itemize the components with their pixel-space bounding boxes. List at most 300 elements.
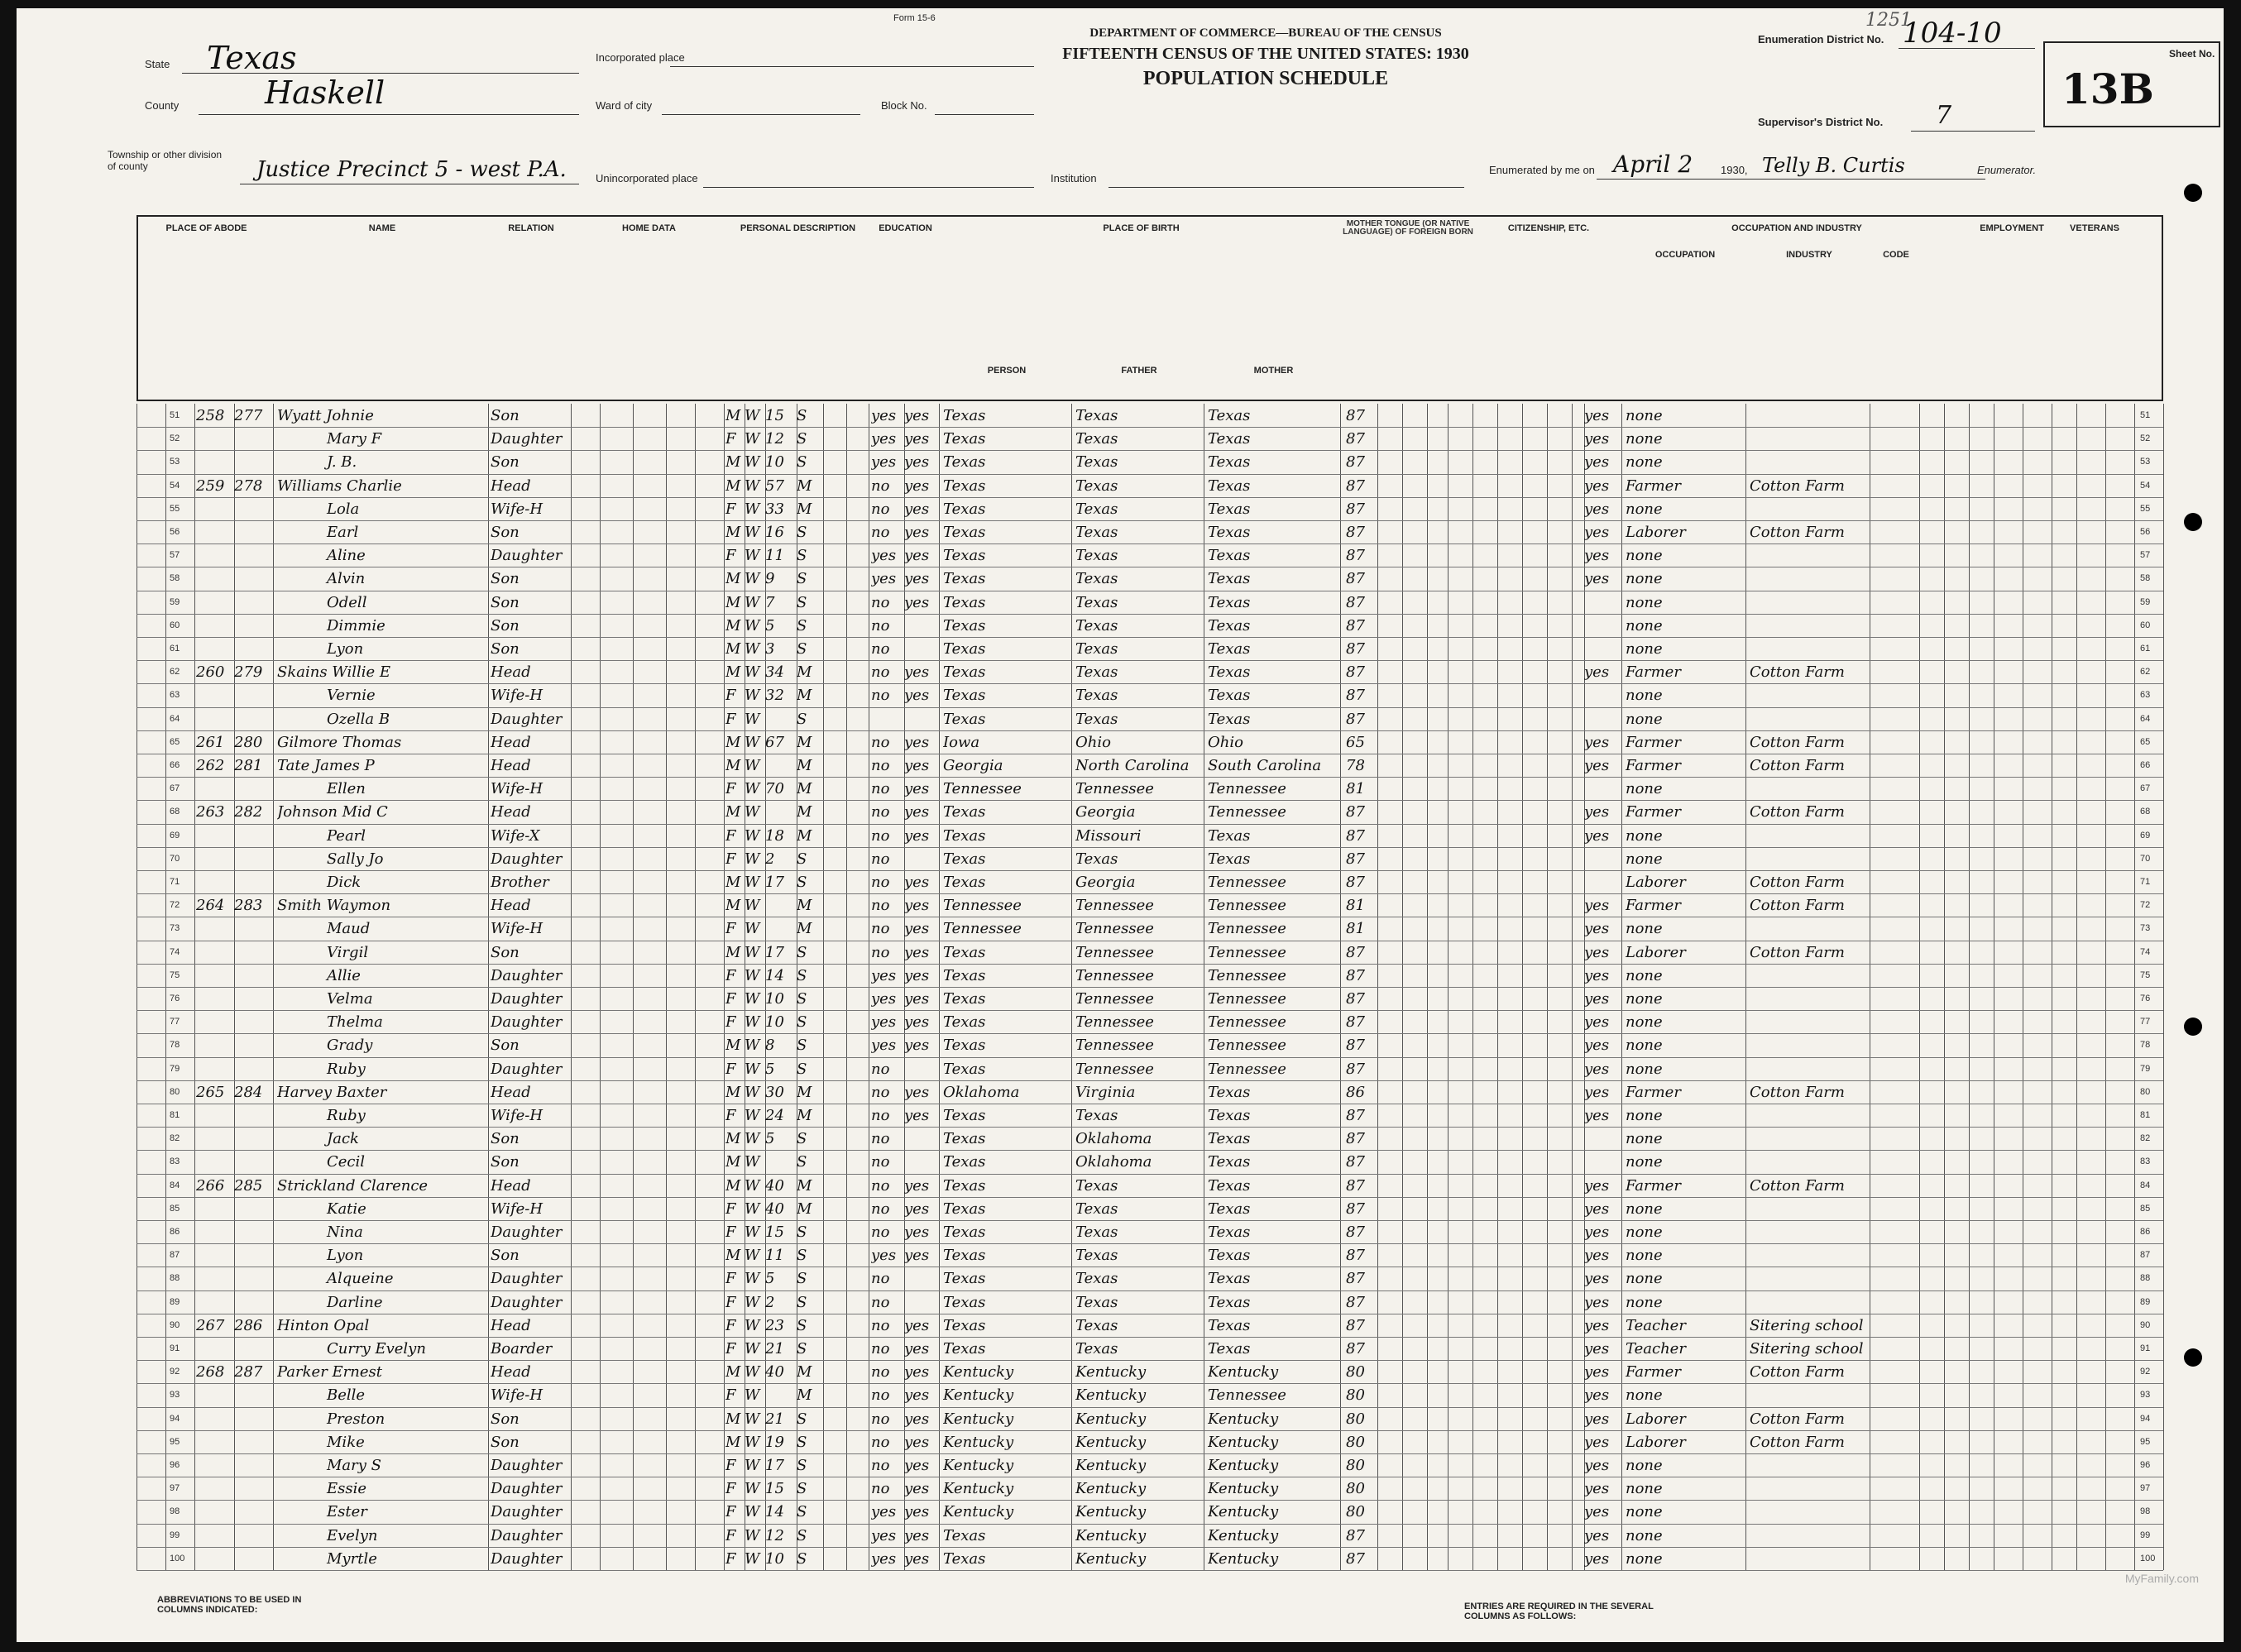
person-birthplace: Texas bbox=[943, 1340, 986, 1358]
occupation: none bbox=[1626, 966, 1663, 984]
person-birthplace: Texas bbox=[943, 1526, 986, 1544]
sex: M bbox=[725, 1153, 741, 1171]
person-birthplace: Texas bbox=[943, 1223, 986, 1241]
person-birthplace: Texas bbox=[943, 1153, 986, 1171]
school-attendance: no bbox=[871, 850, 890, 868]
school-attendance: yes bbox=[871, 453, 897, 472]
school-attendance: yes bbox=[871, 430, 897, 448]
race: W bbox=[745, 663, 760, 682]
line-number-left: 67 bbox=[170, 783, 180, 794]
race: W bbox=[745, 826, 760, 845]
family-number: 286 bbox=[234, 1316, 263, 1334]
line-number: 63 bbox=[2140, 690, 2151, 701]
sex: F bbox=[725, 1386, 736, 1405]
marital-status: S bbox=[797, 1526, 807, 1544]
school-attendance: yes bbox=[871, 1549, 897, 1568]
marital-status: M bbox=[797, 1199, 812, 1218]
father-birthplace: Texas bbox=[1075, 570, 1118, 588]
can-read-write: yes bbox=[904, 453, 930, 472]
mother-birthplace: Kentucky bbox=[1208, 1549, 1279, 1568]
birthplace-code: 87 bbox=[1346, 453, 1365, 472]
marital-status: S bbox=[797, 1410, 807, 1428]
school-attendance: no bbox=[871, 943, 890, 961]
family-number: 283 bbox=[234, 897, 263, 915]
can-read-write: yes bbox=[904, 757, 930, 774]
race: W bbox=[745, 407, 760, 424]
father-birthplace: Tennessee bbox=[1075, 966, 1154, 984]
speaks-english: yes bbox=[1584, 1316, 1610, 1334]
mother-birthplace: Texas bbox=[1208, 640, 1251, 658]
sex: F bbox=[725, 990, 736, 1008]
father-birthplace: Texas bbox=[1075, 476, 1118, 495]
relationship: Daughter bbox=[491, 1270, 563, 1288]
marital-status: S bbox=[797, 616, 807, 634]
school-attendance: no bbox=[871, 1457, 890, 1474]
occupation: none bbox=[1626, 1223, 1663, 1241]
can-read-write: yes bbox=[904, 1549, 930, 1568]
can-read-write: yes bbox=[904, 1340, 930, 1358]
speaks-english: yes bbox=[1584, 1176, 1610, 1195]
birthplace-code: 87 bbox=[1346, 524, 1365, 541]
school-attendance: yes bbox=[871, 1526, 897, 1544]
sex: F bbox=[725, 920, 736, 938]
occupation: none bbox=[1626, 1060, 1663, 1078]
race: W bbox=[745, 1037, 760, 1055]
birthplace-code: 80 bbox=[1346, 1480, 1365, 1498]
relationship: Wife-H bbox=[491, 1107, 543, 1124]
sex: M bbox=[725, 640, 741, 658]
age: 67 bbox=[765, 733, 784, 751]
age: 32 bbox=[765, 687, 784, 705]
dwelling-number: 264 bbox=[196, 897, 225, 915]
sex: F bbox=[725, 547, 736, 565]
school-attendance: no bbox=[871, 616, 890, 634]
family-number: 281 bbox=[234, 757, 263, 774]
person-birthplace: Kentucky bbox=[943, 1386, 1014, 1405]
race: W bbox=[745, 430, 760, 448]
speaks-english: yes bbox=[1584, 1363, 1610, 1381]
sex: M bbox=[725, 1247, 741, 1265]
sex: F bbox=[725, 430, 736, 448]
occupation: Teacher bbox=[1626, 1340, 1686, 1358]
line-number-left: 61 bbox=[170, 644, 180, 654]
can-read-write: yes bbox=[904, 897, 930, 915]
speaks-english: yes bbox=[1584, 803, 1610, 821]
sex: M bbox=[725, 524, 741, 541]
mother-birthplace: Texas bbox=[1208, 524, 1251, 541]
relationship: Daughter bbox=[491, 1526, 563, 1544]
line-number-left: 89 bbox=[170, 1296, 180, 1307]
person-name: J. B. bbox=[327, 453, 357, 472]
person-birthplace: Texas bbox=[943, 453, 986, 472]
person-name: Evelyn bbox=[327, 1526, 378, 1544]
person-name: Alvin bbox=[327, 570, 366, 588]
relationship: Son bbox=[491, 1247, 520, 1265]
race: W bbox=[745, 1340, 760, 1358]
mother-birthplace: Texas bbox=[1208, 1223, 1251, 1241]
mother-birthplace: Kentucky bbox=[1208, 1480, 1279, 1498]
mother-birthplace: Tennessee bbox=[1208, 874, 1286, 891]
relationship: Son bbox=[491, 1433, 520, 1451]
relationship: Daughter bbox=[491, 966, 563, 984]
race: W bbox=[745, 524, 760, 541]
marital-status: S bbox=[797, 1037, 807, 1055]
person-birthplace: Kentucky bbox=[943, 1433, 1014, 1451]
line-number-left: 59 bbox=[170, 596, 180, 607]
mother-birthplace: Texas bbox=[1208, 710, 1251, 728]
marital-status: M bbox=[797, 803, 812, 821]
father-birthplace: Texas bbox=[1075, 430, 1118, 448]
person-name: Lyon bbox=[327, 640, 364, 658]
sex: F bbox=[725, 826, 736, 845]
race: W bbox=[745, 1107, 760, 1124]
occupation: Laborer bbox=[1626, 874, 1686, 891]
father-birthplace: Tennessee bbox=[1075, 990, 1154, 1008]
age: 14 bbox=[765, 1503, 784, 1521]
school-attendance: no bbox=[871, 733, 890, 751]
can-read-write: yes bbox=[904, 1457, 930, 1474]
school-attendance: no bbox=[871, 1153, 890, 1171]
school-attendance: yes bbox=[871, 966, 897, 984]
state-underline bbox=[182, 73, 579, 74]
sex: M bbox=[725, 1130, 741, 1148]
family-number: 285 bbox=[234, 1176, 263, 1195]
group-place-of-birth: PLACE OF BIRTH bbox=[1103, 223, 1180, 233]
occupation: Farmer bbox=[1626, 476, 1681, 495]
age: 16 bbox=[765, 524, 784, 541]
father-birthplace: North Carolina bbox=[1075, 757, 1190, 774]
mother-birthplace: Texas bbox=[1208, 1107, 1251, 1124]
school-attendance: yes bbox=[871, 407, 897, 424]
mother-birthplace: Texas bbox=[1208, 1340, 1251, 1358]
family-number: 278 bbox=[234, 476, 263, 495]
sex: F bbox=[725, 1107, 736, 1124]
dwelling-number: 268 bbox=[196, 1363, 225, 1381]
mother-birthplace: Texas bbox=[1208, 500, 1251, 518]
person-name: Preston bbox=[327, 1410, 385, 1428]
mother-birthplace: Texas bbox=[1208, 1316, 1251, 1334]
dwelling-number: 260 bbox=[196, 663, 225, 682]
age: 8 bbox=[765, 1037, 775, 1055]
sex: F bbox=[725, 1199, 736, 1218]
marital-status: M bbox=[797, 1386, 812, 1405]
race: W bbox=[745, 1526, 760, 1544]
industry: Cotton Farm bbox=[1750, 757, 1845, 774]
line-number: 98 bbox=[2140, 1506, 2151, 1517]
binder-hole bbox=[2184, 513, 2202, 531]
school-attendance: no bbox=[871, 874, 890, 891]
line-number: 78 bbox=[2140, 1040, 2151, 1051]
person-name: Darline bbox=[327, 1293, 383, 1311]
age: 14 bbox=[765, 966, 784, 984]
industry: Cotton Farm bbox=[1750, 1176, 1845, 1195]
state-value: Texas bbox=[207, 40, 297, 76]
relationship: Wife-H bbox=[491, 780, 543, 798]
birthplace-code: 87 bbox=[1346, 1549, 1365, 1568]
mother-birthplace: Texas bbox=[1208, 1083, 1251, 1101]
sd-underline bbox=[1911, 131, 2035, 132]
race: W bbox=[745, 920, 760, 938]
dwelling-number: 266 bbox=[196, 1176, 225, 1195]
person-birthplace: Texas bbox=[943, 943, 986, 961]
sex: M bbox=[725, 570, 741, 588]
line-number: 82 bbox=[2140, 1133, 2151, 1144]
speaks-english: yes bbox=[1584, 1270, 1610, 1288]
sex: M bbox=[725, 1410, 741, 1428]
line-number: 72 bbox=[2140, 900, 2151, 911]
age: 10 bbox=[765, 1549, 784, 1568]
person-birthplace: Texas bbox=[943, 640, 986, 658]
birthplace-code: 87 bbox=[1346, 593, 1365, 611]
mother-birthplace: Texas bbox=[1208, 547, 1251, 565]
birthplace-code: 87 bbox=[1346, 1107, 1365, 1124]
speaks-english: yes bbox=[1584, 1199, 1610, 1218]
birthplace-code: 87 bbox=[1346, 476, 1365, 495]
person-name: Alqueine bbox=[327, 1270, 394, 1288]
person-birthplace: Texas bbox=[943, 1549, 986, 1568]
age: 30 bbox=[765, 1083, 784, 1101]
birthplace-code: 87 bbox=[1346, 547, 1365, 565]
subhead-father: FATHER bbox=[1121, 366, 1157, 376]
sex: M bbox=[725, 803, 741, 821]
father-birthplace: Ohio bbox=[1075, 733, 1111, 751]
school-attendance: yes bbox=[871, 547, 897, 565]
person-birthplace: Texas bbox=[943, 1130, 986, 1148]
occupation: none bbox=[1626, 687, 1663, 705]
marital-status: S bbox=[797, 524, 807, 541]
speaks-english: yes bbox=[1584, 897, 1610, 915]
birthplace-code: 78 bbox=[1346, 757, 1365, 774]
can-read-write: yes bbox=[904, 1176, 930, 1195]
occupation: none bbox=[1626, 826, 1663, 845]
occupation: none bbox=[1626, 920, 1663, 938]
occupation: none bbox=[1626, 710, 1663, 728]
race: W bbox=[745, 1247, 760, 1265]
occupation: Laborer bbox=[1626, 1433, 1686, 1451]
state-label: State bbox=[145, 58, 170, 70]
person-birthplace: Texas bbox=[943, 430, 986, 448]
line-number: 94 bbox=[2140, 1413, 2151, 1424]
marital-status: M bbox=[797, 476, 812, 495]
person-birthplace: Texas bbox=[943, 593, 986, 611]
school-attendance: no bbox=[871, 1083, 890, 1101]
line-number-left: 76 bbox=[170, 994, 180, 1003]
race: W bbox=[745, 1363, 760, 1381]
relationship: Son bbox=[491, 593, 520, 611]
column-rule bbox=[2163, 404, 2164, 1570]
line-number-left: 66 bbox=[170, 760, 180, 770]
industry: Cotton Farm bbox=[1750, 476, 1845, 495]
sex: M bbox=[725, 757, 741, 774]
can-read-write: yes bbox=[904, 1386, 930, 1405]
line-number: 56 bbox=[2140, 527, 2151, 537]
can-read-write: yes bbox=[904, 826, 930, 845]
group-employment: EMPLOYMENT bbox=[1980, 223, 2044, 233]
age: 11 bbox=[765, 547, 784, 565]
can-read-write: yes bbox=[904, 1480, 930, 1498]
person-name: Hinton Opal bbox=[277, 1316, 370, 1334]
birthplace-code: 87 bbox=[1346, 640, 1365, 658]
age: 17 bbox=[765, 1457, 784, 1474]
marital-status: M bbox=[797, 826, 812, 845]
line-number: 80 bbox=[2140, 1086, 2151, 1097]
line-number: 74 bbox=[2140, 946, 2151, 957]
person-birthplace: Texas bbox=[943, 500, 986, 518]
age: 24 bbox=[765, 1107, 784, 1124]
marital-status: S bbox=[797, 1480, 807, 1498]
industry: Cotton Farm bbox=[1750, 1363, 1845, 1381]
can-read-write: yes bbox=[904, 407, 930, 424]
family-number: 284 bbox=[234, 1083, 263, 1101]
relationship: Brother bbox=[491, 874, 549, 891]
school-attendance: no bbox=[871, 687, 890, 705]
birthplace-code: 87 bbox=[1346, 1060, 1365, 1078]
institution-label: Institution bbox=[1051, 172, 1097, 184]
relationship: Wife-H bbox=[491, 1199, 543, 1218]
speaks-english: yes bbox=[1584, 990, 1610, 1008]
sheet-value: 13B bbox=[2061, 65, 2154, 113]
marital-status: S bbox=[797, 1060, 807, 1078]
father-birthplace: Texas bbox=[1075, 500, 1118, 518]
can-read-write: yes bbox=[904, 874, 930, 891]
age: 70 bbox=[765, 780, 784, 798]
age: 23 bbox=[765, 1316, 784, 1334]
relationship: Wife-H bbox=[491, 920, 543, 938]
birthplace-code: 87 bbox=[1346, 990, 1365, 1008]
marital-status: M bbox=[797, 687, 812, 705]
birthplace-code: 87 bbox=[1346, 687, 1365, 705]
father-birthplace: Texas bbox=[1075, 687, 1118, 705]
marital-status: S bbox=[797, 407, 807, 424]
subhead-person: PERSON bbox=[987, 366, 1027, 376]
speaks-english: yes bbox=[1584, 1340, 1610, 1358]
speaks-english: yes bbox=[1584, 524, 1610, 541]
person-name: Lola bbox=[327, 500, 360, 518]
race: W bbox=[745, 1083, 760, 1101]
line-number: 53 bbox=[2140, 457, 2151, 467]
marital-status: S bbox=[797, 1503, 807, 1521]
line-number: 97 bbox=[2140, 1483, 2151, 1494]
line-number: 64 bbox=[2140, 713, 2151, 724]
person-birthplace: Texas bbox=[943, 1293, 986, 1311]
mother-birthplace: Texas bbox=[1208, 663, 1251, 682]
sex: F bbox=[725, 1549, 736, 1568]
person-name: Skains Willie E bbox=[277, 663, 391, 682]
father-birthplace: Texas bbox=[1075, 710, 1118, 728]
age: 40 bbox=[765, 1363, 784, 1381]
occupation: none bbox=[1626, 1153, 1663, 1171]
person-birthplace: Texas bbox=[943, 1176, 986, 1195]
dwelling-number: 259 bbox=[196, 476, 225, 495]
relationship: Son bbox=[491, 453, 520, 472]
race: W bbox=[745, 1223, 760, 1241]
race: W bbox=[745, 1549, 760, 1568]
relationship: Head bbox=[491, 1083, 531, 1101]
line-number: 67 bbox=[2140, 783, 2151, 794]
binder-hole bbox=[2184, 184, 2202, 202]
mother-birthplace: Kentucky bbox=[1208, 1457, 1279, 1474]
school-attendance: no bbox=[871, 640, 890, 658]
father-birthplace: Virginia bbox=[1075, 1083, 1136, 1101]
county-value: Haskell bbox=[265, 74, 385, 111]
sex: M bbox=[725, 943, 741, 961]
family-number: 280 bbox=[234, 733, 263, 751]
mother-birthplace: Texas bbox=[1208, 687, 1251, 705]
dwelling-number: 261 bbox=[196, 733, 225, 751]
institution-underline bbox=[1109, 187, 1464, 188]
line-number-left: 51 bbox=[170, 410, 180, 420]
dwelling-number: 262 bbox=[196, 757, 225, 774]
speaks-english: yes bbox=[1584, 1549, 1610, 1568]
line-number: 75 bbox=[2140, 970, 2151, 980]
line-number-left: 92 bbox=[170, 1367, 180, 1377]
relationship: Daughter bbox=[491, 547, 563, 565]
person-name: Ester bbox=[327, 1503, 367, 1521]
sex: F bbox=[725, 1060, 736, 1078]
block-underline bbox=[935, 114, 1034, 115]
mother-birthplace: Tennessee bbox=[1208, 803, 1286, 821]
person-birthplace: Texas bbox=[943, 803, 986, 821]
line-number-left: 70 bbox=[170, 853, 180, 864]
father-birthplace: Texas bbox=[1075, 1176, 1118, 1195]
unincorporated-underline bbox=[703, 187, 1034, 188]
father-birthplace: Texas bbox=[1075, 547, 1118, 565]
mother-birthplace: Texas bbox=[1208, 1153, 1251, 1171]
line-number-left: 65 bbox=[170, 736, 180, 747]
line-number-left: 91 bbox=[170, 1343, 180, 1353]
mother-birthplace: Texas bbox=[1208, 570, 1251, 588]
can-read-write: yes bbox=[904, 780, 930, 798]
father-birthplace: Tennessee bbox=[1075, 897, 1154, 915]
line-number: 100 bbox=[2140, 1553, 2156, 1563]
age: 15 bbox=[765, 1223, 784, 1241]
occupation: none bbox=[1626, 407, 1663, 424]
father-birthplace: Texas bbox=[1075, 524, 1118, 541]
sex: M bbox=[725, 593, 741, 611]
can-read-write: yes bbox=[904, 1316, 930, 1334]
race: W bbox=[745, 1270, 760, 1288]
race: W bbox=[745, 733, 760, 751]
speaks-english: yes bbox=[1584, 1433, 1610, 1451]
sex: F bbox=[725, 780, 736, 798]
sex: M bbox=[725, 1363, 741, 1381]
county-underline bbox=[199, 114, 579, 115]
can-read-write: yes bbox=[904, 430, 930, 448]
birthplace-code: 87 bbox=[1346, 570, 1365, 588]
age: 9 bbox=[765, 570, 775, 588]
can-read-write: yes bbox=[904, 1223, 930, 1241]
mother-birthplace: Texas bbox=[1208, 850, 1251, 868]
father-birthplace: Texas bbox=[1075, 1223, 1118, 1241]
age: 12 bbox=[765, 430, 784, 448]
occupation: none bbox=[1626, 780, 1663, 798]
race: W bbox=[745, 757, 760, 774]
occupation: none bbox=[1626, 1270, 1663, 1288]
marital-status: S bbox=[797, 593, 807, 611]
block-label: Block No. bbox=[881, 99, 927, 112]
race: W bbox=[745, 803, 760, 821]
relationship: Head bbox=[491, 1176, 531, 1195]
speaks-english: yes bbox=[1584, 430, 1610, 448]
relationship: Daughter bbox=[491, 1480, 563, 1498]
birthplace-code: 87 bbox=[1346, 850, 1365, 868]
age: 21 bbox=[765, 1410, 784, 1428]
speaks-english: yes bbox=[1584, 1503, 1610, 1521]
relationship: Head bbox=[491, 757, 531, 774]
can-read-write: yes bbox=[904, 1199, 930, 1218]
relationship: Wife-H bbox=[491, 687, 543, 705]
race: W bbox=[745, 1386, 760, 1405]
